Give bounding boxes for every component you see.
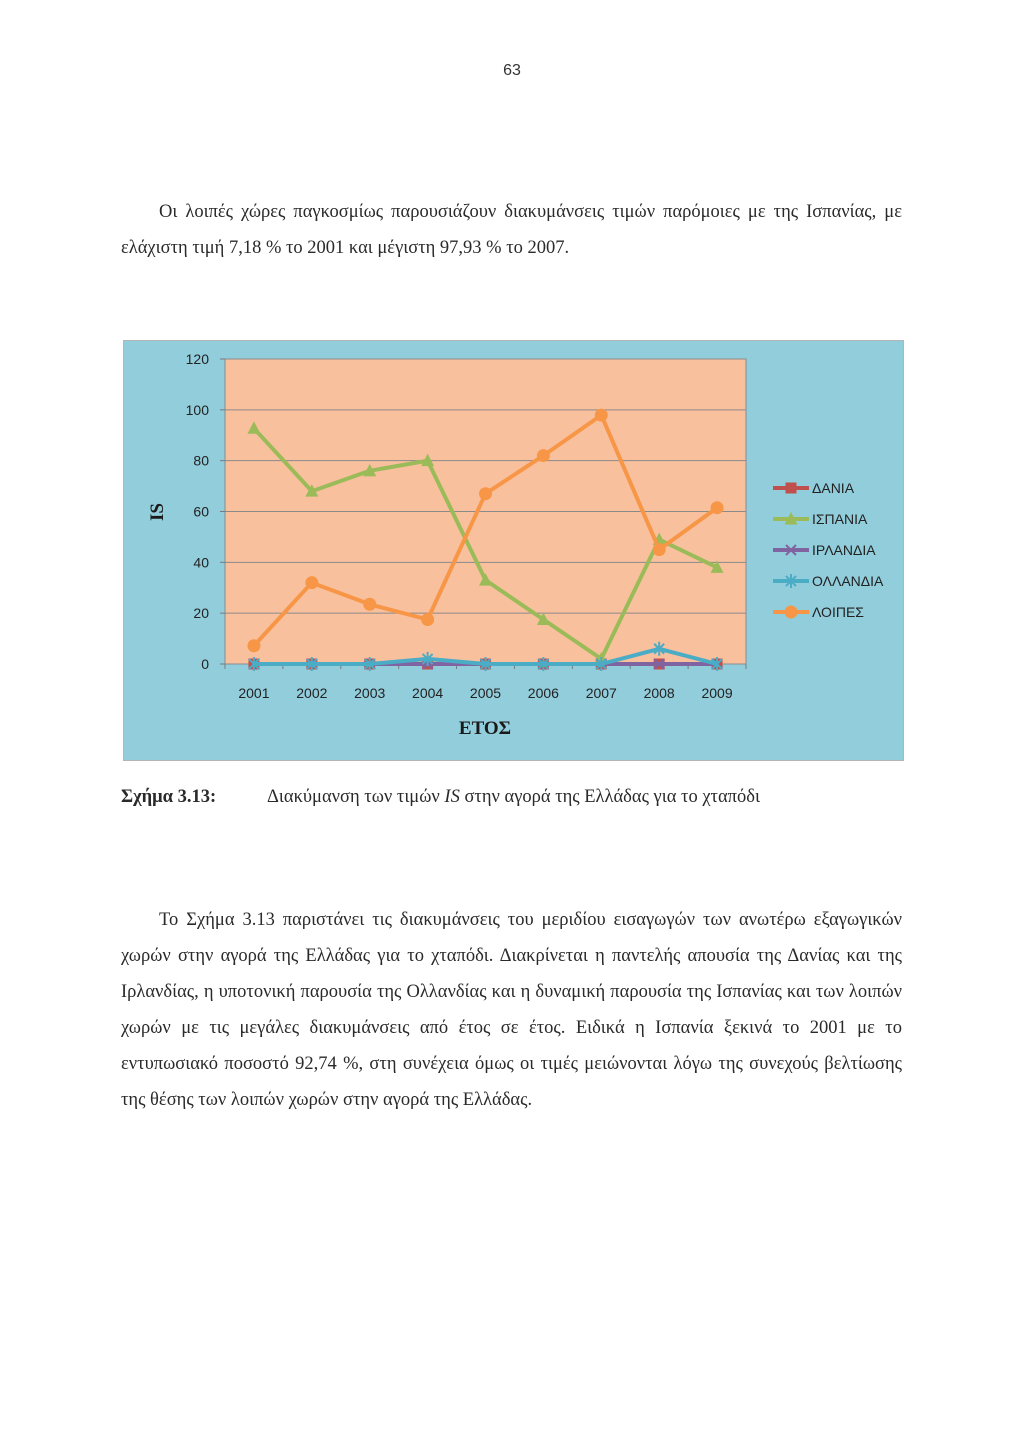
data-point — [711, 501, 724, 514]
x-tick-label: 2004 — [412, 685, 444, 701]
caption-label: Σχήμα 3.13: — [121, 787, 217, 807]
x-tick-label: 2008 — [643, 685, 675, 701]
y-tick-label: 0 — [201, 656, 209, 672]
legend-label: ΔΑΝΙΑ — [812, 480, 855, 496]
legend-label: ΛΟΙΠΕΣ — [812, 604, 864, 620]
data-point — [421, 613, 434, 626]
x-tick-label: 2002 — [296, 685, 328, 701]
y-tick-label: 60 — [193, 503, 209, 520]
data-point — [363, 598, 376, 611]
y-tick-label: 80 — [193, 452, 209, 469]
x-tick-label: 2003 — [354, 685, 386, 701]
x-tick-label: 2006 — [527, 685, 559, 701]
data-point — [305, 576, 318, 589]
y-axis-title: IS — [147, 503, 168, 521]
body-paragraph: Το Σχήμα 3.13 παριστάνει τις διακυμάνσεις του μεριδίου εισαγωγών των ανωτέρω εξαγωγικών χωρών στην αγορά της Ελλάδας για το χταπόδι. Διακρίνεται η παντελής απουσία της Δανίας και της Ιρλανδίας, η υποτονική παρουσία της Ολλανδίας και η δυναμική παρουσία της Ισπανίας και των λοιπών χωρών με τις μεγάλες διακυμάνσεις από έτος σε έτος. Ειδικά η Ισπανία ξεκινά το 2001 με το εντυπωσιακό ποσοστό 92,74 %, στη συνέχεια όμως οι τιμές μειώνονται λόγω της συνεχούς βελτίωσης της θέσης των λοιπών χωρών στην αγορά της Ελλάδας. — [121, 910, 902, 1110]
caption-text-pre: Διακύμανση των τιμών — [267, 787, 445, 807]
line-chart — [123, 340, 904, 761]
legend-label: ΟΛΛΑΝΔΙΑ — [812, 573, 884, 589]
page-number: 63 — [503, 62, 521, 79]
data-point — [247, 639, 260, 652]
x-tick-label: 2009 — [701, 685, 733, 701]
caption-text-post: στην αγορά της Ελλάδας για το χταπόδι — [459, 787, 760, 807]
data-point — [595, 409, 608, 422]
legend-label: ΙΡΛΑΝΔΙΑ — [812, 542, 876, 558]
legend-marker — [785, 606, 798, 619]
y-tick-label: 120 — [185, 351, 209, 367]
x-axis-title: ΕΤΟΣ — [458, 718, 512, 739]
x-tick-label: 2001 — [238, 685, 270, 701]
x-tick-label: 2007 — [585, 685, 617, 701]
caption-text-italic: IS — [444, 787, 460, 807]
figure-caption — [121, 787, 902, 808]
x-tick-label: 2005 — [469, 685, 502, 701]
y-tick-label: 20 — [193, 605, 209, 622]
data-point — [537, 449, 550, 462]
y-tick-label: 100 — [185, 401, 209, 418]
legend-marker — [786, 483, 797, 494]
intro-paragraph: Οι λοιπές χώρες παγκοσμίως παρουσιάζουν διακυμάνσεις τιμών παρόμοιες με της Ισπανίας, με ελάχιστη τιμή 7,18 % το 2001 και μέγιστη 97,93 % το 2007. — [121, 202, 902, 258]
data-point — [479, 487, 492, 500]
y-tick-label: 40 — [193, 554, 209, 571]
legend-label: ΙΣΠΑΝΙΑ — [812, 511, 868, 527]
data-point — [653, 543, 666, 556]
